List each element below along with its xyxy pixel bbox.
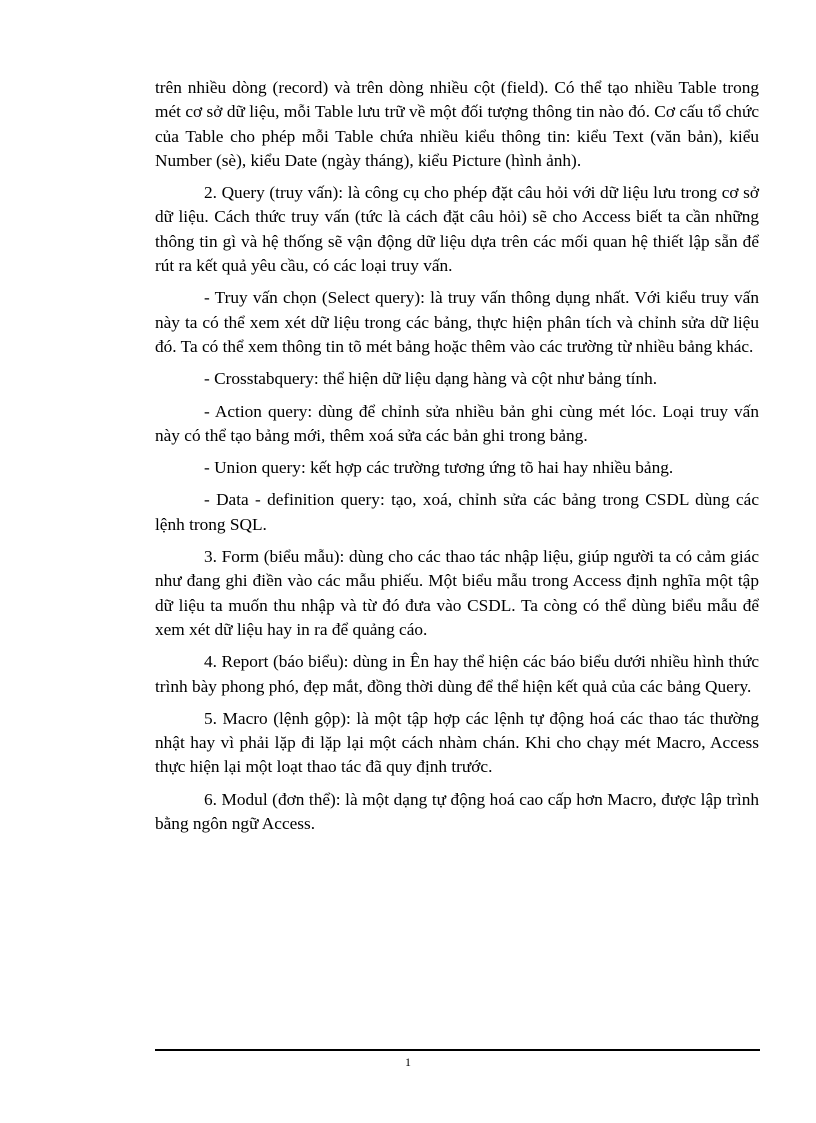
paragraph-table-continued: trên nhiều dòng (record) và trên dòng nhiều cột (field). Có thể tạo nhiều Table trong mét cơ sở dữ liệu, mỗi Table lưu trữ về một đối tượng thông tin nào đó. Cơ cấu tổ chức của Table cho phép mỗi Table chứa nhiều kiểu thông tin: kiểu Text (văn bản), kiểu Number (sè), kiểu Date (ngày tháng), kiểu Picture (hình ảnh). xyxy=(155,78,759,170)
paragraph-data-definition-query: - Data - definition query: tạo, xoá, chỉnh sửa các bảng trong CSDL dùng các lệnh trong SQL. xyxy=(155,490,759,534)
page-body xyxy=(155,76,759,844)
paragraph-macro: 5. Macro (lệnh gộp): là một tập hợp các lệnh tự động hoá các thao tác thường nhật hay vì phải lặp đi lặp lại một cách nhàm chán. Khi cho chạy mét Macro, Access thực hiện lại một loạt thao tác đã quy định trước. xyxy=(155,708,759,777)
paragraph-action-query: - Action query: dùng để chỉnh sửa nhiều bản ghi cùng mét lóc. Loại truy vấn này có thể tạo bảng mới, thêm xoá sửa các bản ghi trong bảng. xyxy=(155,401,759,445)
paragraph-report: 4. Report (báo biểu): dùng in Ên hay thể hiện các báo biểu dưới nhiều hình thức trình bày phong phó, đẹp mắt, đồng thời dùng để thể hiện kết quả của các bảng Query. xyxy=(155,652,759,696)
page-number: 1 xyxy=(405,1055,411,1069)
paragraph-select-query: - Truy vấn chọn (Select query): là truy vấn thông dụng nhất. Với kiểu truy vấn này ta có thể xem xét dữ liệu trong các bảng, thực hiện phân tích và chỉnh sửa dữ liệu đó. Ta có thể xem thông tin tõ mét bảng hoặc thêm vào các trường từ nhiều bảng khác. xyxy=(155,288,759,356)
paragraph-union-query: - Union query: kết hợp các trường tương ứng tõ hai hay nhiều bảng. xyxy=(204,458,674,478)
paragraph-crosstab-query: - Crosstabquery: thể hiện dữ liệu dạng hàng và cột như bảng tính. xyxy=(204,369,658,389)
paragraph-module: 6. Modul (đơn thể): là một dạng tự động hoá cao cấp hơn Macro, được lập trình bằng ngôn ngữ Access. xyxy=(155,789,759,834)
paragraph-form: 3. Form (biểu mẫu): dùng cho các thao tác nhập liệu, giúp người ta có cảm giác như đang ghi điền vào các mẫu phiếu. Một biểu mẫu trong Access định nghĩa một tập dữ liệu ta muốn thu nhập và từ đó đưa vào CSDL. Ta còng có thể dùng biểu mẫu để xem xét dữ liệu hay in ra để quảng cáo. xyxy=(155,547,759,639)
footer-divider xyxy=(155,1049,760,1051)
paragraph-query: 2. Query (truy vấn): là công cụ cho phép đặt câu hỏi với dữ liệu lưu trong cơ sở dữ liệu. Cách thức truy vấn (tức là cách đặt câu hỏi) sẽ cho Access biết ta cần những thông tin gì và hệ thống sẽ vận động dữ liệu dựa trên các mối quan hệ thiết lập sẵn để rút ra kết quả yêu cầu, có các loại truy vấn. xyxy=(155,183,759,276)
